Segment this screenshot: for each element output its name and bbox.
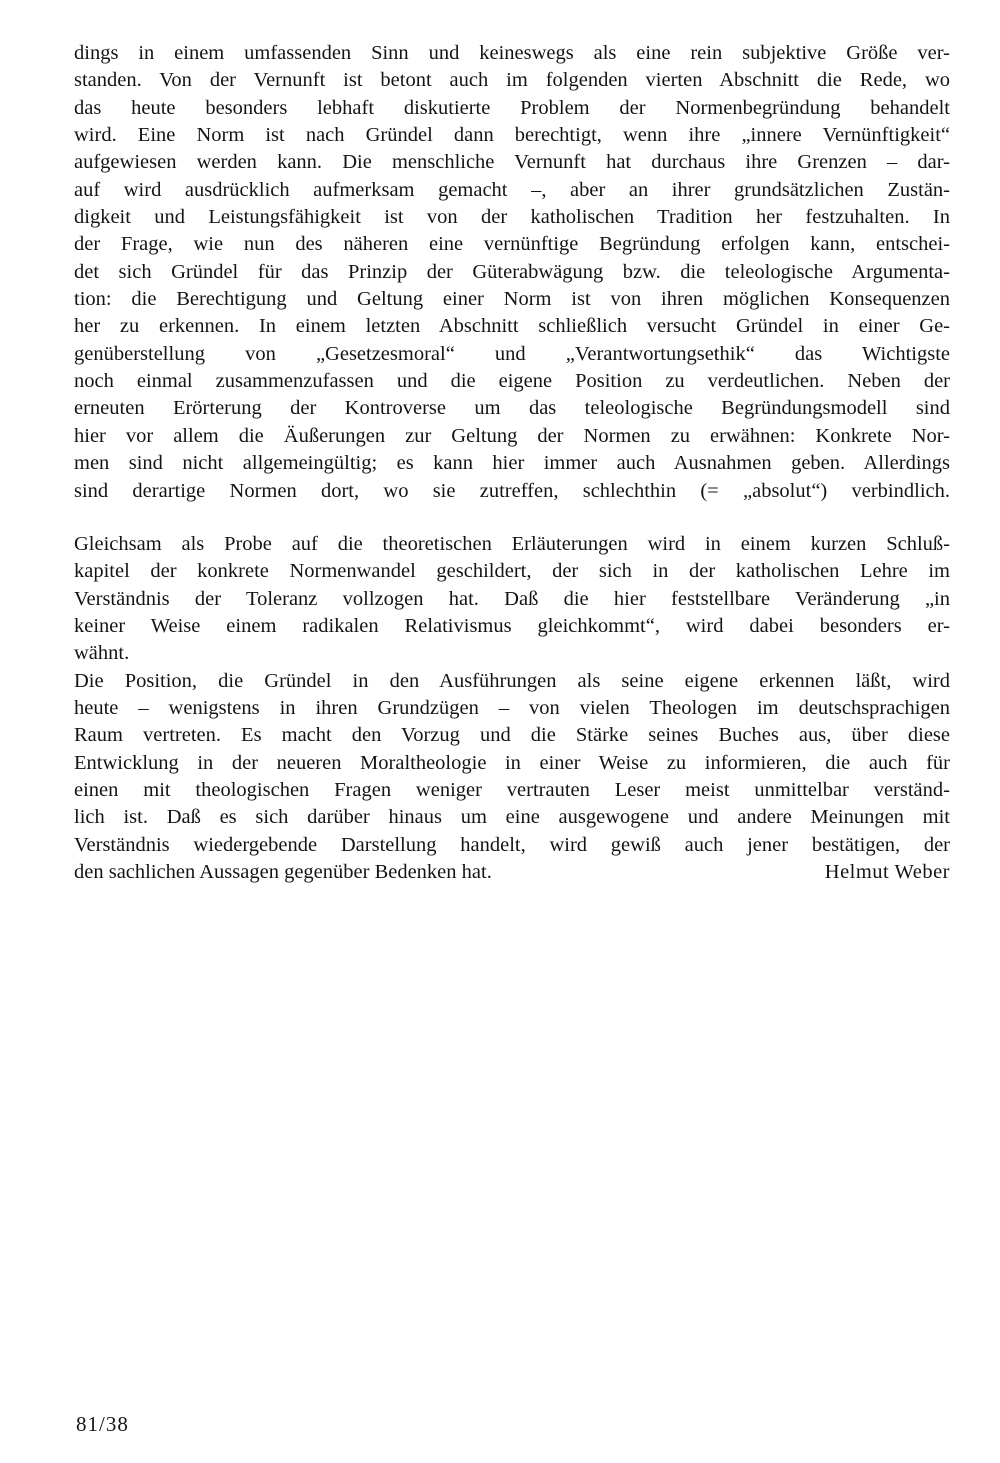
text-line: auf wird ausdrücklich aufmerksam gemacht –, aber an ihrer grundsätzlichen Zustän- bbox=[74, 178, 950, 201]
text-line: Gleichsam als Probe auf die theoretischen Erläuterungen wird in einem kurzen Schluß- bbox=[74, 532, 950, 555]
paragraph-1 bbox=[74, 40, 950, 505]
text-line: hier vor allem die Äußerungen zur Geltung der Normen zu erwähnen: Konkrete Nor- bbox=[74, 424, 950, 447]
text-line: wird. Eine Norm ist nach Gründel dann berechtigt, wenn ihre „innere Vernünftigkeit“ bbox=[74, 124, 950, 147]
text-line: dings in einem umfassenden Sinn und keineswegs als eine rein subjektive Größe ver- bbox=[74, 42, 950, 64]
text-line: Verständnis wiedergebende Darstellung handelt, wird gewiß auch jener bestätigen, der bbox=[74, 833, 950, 856]
text-line: Raum vertreten. Es macht den Vorzug und die Stärke seines Buches aus, über diese bbox=[74, 724, 950, 747]
author-signature: Helmut Weber bbox=[824, 860, 950, 883]
text-line: Die Position, die Gründel in den Ausführungen als seine eigene erkennen läßt, wird bbox=[74, 669, 950, 692]
paragraph-3 bbox=[74, 668, 950, 887]
text-line: genüberstellung von „Gesetzesmoral“ und „Verantwortungsethik“ das Wichtigste bbox=[74, 342, 950, 365]
paragraph-2 bbox=[74, 531, 950, 668]
text-line: das heute besonders lebhaft diskutierte Problem der Normenbegründung behandelt bbox=[74, 96, 950, 119]
body-text bbox=[74, 40, 950, 886]
text-line: heute – wenigstens in ihren Grundzügen – von vielen Theologen im deutschsprachigen bbox=[74, 696, 950, 719]
text-line: wähnt. bbox=[74, 642, 130, 665]
text-line: kapitel der konkrete Normenwandel geschildert, der sich in der katholischen Lehre im bbox=[74, 560, 950, 583]
text-line: der Frage, wie nun des näheren eine vernünftige Begründung erfolgen kann, entschei- bbox=[74, 233, 950, 256]
text-line: men sind nicht allgemeingültig; es kann hier immer auch Ausnahmen geben. Allerdings bbox=[74, 452, 950, 475]
text-line: keiner Weise einem radikalen Relativismus gleichkommt“, wird dabei besonders er- bbox=[74, 614, 950, 637]
page-number: 81/38 bbox=[76, 1412, 129, 1436]
text-line: sind derartige Normen dort, wo sie zutreffen, schlechthin (= „absolut“) verbindlich. bbox=[74, 479, 950, 502]
paragraph-spacer bbox=[74, 505, 950, 531]
text-line: lich ist. Daß es sich darüber hinaus um eine ausgewogene und andere Meinungen mit bbox=[74, 806, 950, 829]
text-line: einen mit theologischen Fragen weniger vertrauten Leser meist unmittelbar verständ- bbox=[74, 778, 950, 801]
text-line: tion: die Berechtigung und Geltung einer Norm ist von ihren möglichen Konsequenzen bbox=[74, 288, 950, 311]
text-line: her zu erkennen. In einem letzten Abschnitt schließlich versucht Gründel in einer Ge- bbox=[74, 315, 950, 338]
text-line: erneuten Erörterung der Kontroverse um das teleologische Begründungsmodell sind bbox=[74, 397, 950, 420]
text-line: Entwicklung in der neueren Moraltheologie in einer Weise zu informieren, die auch für bbox=[74, 751, 950, 774]
text-line: noch einmal zusammenzufassen und die eigene Position zu verdeutlichen. Neben der bbox=[74, 370, 950, 393]
text-line: aufgewiesen werden kann. Die menschliche Vernunft hat durchaus ihre Grenzen – dar- bbox=[74, 151, 950, 174]
text-line: det sich Gründel für das Prinzip der Güterabwägung bzw. die teleologische Argumenta- bbox=[74, 260, 950, 283]
text-line: digkeit und Leistungsfähigkeit ist von der katholischen Tradition her festzuhalten. In bbox=[74, 206, 950, 229]
text-line: den sachlichen Aussagen gegenüber Bedenken hat. bbox=[74, 860, 492, 883]
closing-line bbox=[74, 859, 950, 886]
text-line: Verständnis der Toleranz vollzogen hat. Daß die hier feststellbare Veränderung „in bbox=[74, 587, 950, 610]
text-line: standen. Von der Vernunft ist betont auch im folgenden vierten Abschnitt die Rede, wo bbox=[74, 69, 950, 92]
